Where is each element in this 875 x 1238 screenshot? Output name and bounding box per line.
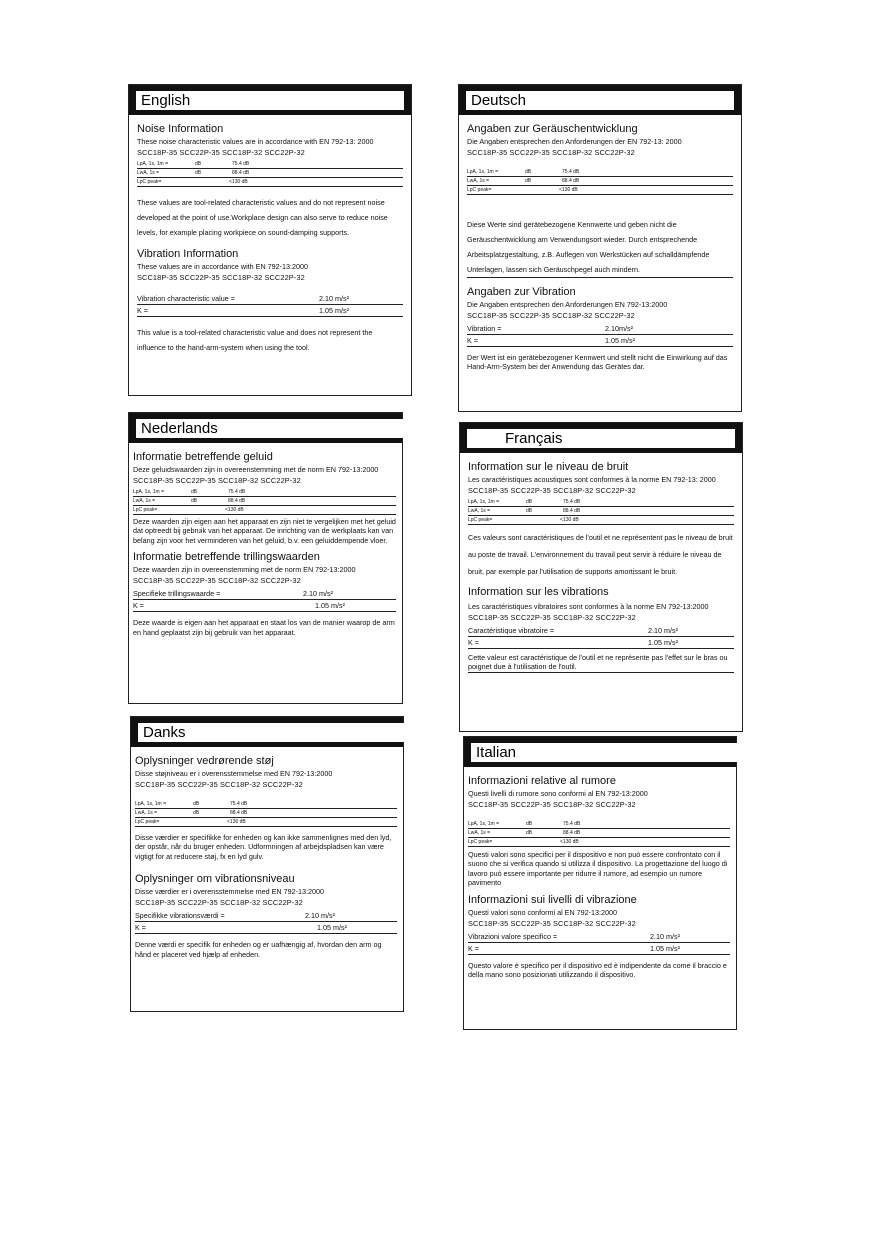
english-lpc-row: LpC peak= <130 dB [137,178,403,187]
english-panel [128,84,412,396]
italian-vib-row: Vibrazioni valore specifico = 2.10 m/s² [468,931,730,943]
deutsch-noise-paragraph: Diese Werte sind gerätebezogene Kennwerte und geben nicht die Geräuschentwicklung am Verwendungsort wieder. Durch entsprechende Arbeitsplatzgestaltung, z.B. Auflegen von Werkstücken auf schalldämpfende Unterlagen, lassen sich Geräuschpegel auch mindern. [467,217,733,278]
francais-models: SCC18P-35 SCC22P-35 SCC18P-32 SCC22P-32 [468,486,636,495]
danks-lwa-row: LwA, 1s = dB 88.4 dB [135,809,397,818]
nederlands-vib-intro: Deze waarden zijn in overeenstemming met de norm EN 792-13:2000 [133,565,356,575]
francais-k-row: K = 1.05 m/s² [468,637,734,649]
italian-vib-models: SCC18P-35 SCC22P-35 SCC18P-32 SCC22P-32 [468,918,636,928]
francais-panel [459,422,743,732]
italian-noise-paragraph: Questi valori sono specifici per il dispositivo e non può essere confrontato con il suono che si verifica quando si utilizza il dispositivo. La progettazione del luogo di lavoro può essere importante per ridurre il rumore, ad esempio un rumore pavimento [468,850,728,888]
italian-noise-intro: Questi livelli di rumore sono conformi al EN 792-13:2000 [468,789,648,798]
deutsch-noise-heading: Angaben zur Geräuschentwicklung [467,123,638,135]
deutsch-vib-paragraph: Der Wert ist ein gerätebezogener Kennwert und stellt nicht die Einwirkung auf das Hand-Arm-System bei der Anwendung das Gerätes dar. [467,353,728,372]
italian-noise-heading: Informazioni relative al rumore [468,775,616,787]
danks-title: Danks [138,723,406,742]
english-vib-intro: These values are in accordance with EN 792-13:2000 [137,262,309,271]
english-vib-heading: Vibration Information [137,248,239,260]
francais-vib-row: Caractéristique vibratoire = 2.10 m/s² [468,625,734,637]
italian-vib-paragraph: Questo valore è specifico per il dispositivo ed è indipendente da come il braccio e della mano sono posizionati utilizzando il dispositivo. [468,960,727,980]
nederlands-lpc-row: LpC peak= <130 dB [133,506,396,515]
italian-title: Italian [471,743,739,762]
danks-lpc-row: LpC peak= <130 dB [135,818,397,827]
deutsch-noise-intro: Die Angaben entsprechen den Anforderungen der EN 792-13: 2000 [467,137,682,146]
italian-panel [463,736,737,1030]
danks-vib-paragraph: Denne værdi er specifik for enheden og er uafhængig af, hvordan den arm og hånd er placeret ved hjælp af enheden. [135,940,382,959]
nederlands-noise-paragraph: Deze waarden zijn eigen aan het apparaat en zijn niet te vergelijken met het geluid dat optreedt bij gebruik van het apparaat. De inrichting van de werkplaats kan van belang zijn voor het verminderen van het geluid, b.v. een geluiddempende vloer. [133,517,396,545]
danks-noise-intro: Disse støjniveau er i overensstemmelse med EN 792-13:2000 [135,769,333,778]
danks-vib-models: SCC18P-35 SCC22P-35 SCC18P-32 SCC22P-32 [135,898,303,908]
nederlands-noise-intro: Deze geluidswaarden zijn in overeenstemming met de norm EN 792-13:2000 [133,465,379,474]
deutsch-vib-intro: Die Angaben entsprechen den Anforderungen EN 792-13:2000 [467,300,668,309]
nederlands-panel [128,412,403,704]
danks-vib-heading: Oplysninger om vibrationsniveau [135,873,295,886]
english-header [129,85,411,115]
francais-noise-intro: Les caractéristiques acoustiques sont conformes à la norme EN 792-13: 2000 [468,475,716,484]
italian-vib-intro: Questi valori sono conformi al EN 792-13:2000 [468,907,618,917]
deutsch-lwa-row: LwA, 1s = dB 88.4 dB [467,177,733,186]
nederlands-header [129,413,402,443]
nederlands-lpa-row: LpA, 1s, 1m = dB 75.4 dB [133,488,396,497]
danks-lpa-row: LpA, 1s, 1m = dB 75.4 dB [135,800,397,809]
danks-noise-heading: Oplysninger vedrørende støj [135,755,274,767]
english-noise-heading: Noise Information [137,123,224,135]
francais-noise-paragraph: Ces valeurs sont caractéristiques de l'outil et ne représentent pas le niveau de bruit au poste de travail. L'environnement du travail peut servir à réduire le niveau de bruit, par exemple par l'utilisation de supports amortissant le bruit. [468,533,733,576]
nederlands-vib-row: Specifieke trillingswaarde = 2.10 m/s² [133,588,396,600]
danks-panel [130,716,404,1012]
english-k-row: K = 1.05 m/s² [137,305,403,317]
danks-noise-paragraph: Disse værdier er specifikke for enheden og kan ikke sammenlignes med den lyd, der opstår, når du bruger enheden. Udformningen af arbejdspladsen kan være vigtigt for at reducere støj, fx en lyd gulv. [135,833,392,861]
danks-k-row: K = 1.05 m/s² [135,922,397,934]
francais-header [460,423,742,453]
english-noise-paragraph: These values are tool-related characteristic values and do not represent noise developed at the point of use.Workplace design can also serve to reduce noise levels, for example placing workpiece on sound-damping supports. [137,198,388,237]
italian-header [464,737,736,767]
francais-vib-paragraph: Cette valeur est caractéristique de l'outil et ne représente pas l'effet sur le bras ou poignet due à l'utilisation de l'outil. [468,653,734,673]
deutsch-models: SCC18P-35 SCC22P-35 SCC18P-32 SCC22P-32 [467,148,635,157]
english-vib-row: Vibration characteristic value = 2.10 m/s² [137,293,403,305]
nederlands-models: SCC18P-35 SCC22P-35 SCC18P-32 SCC22P-32 [133,476,301,485]
deutsch-vib-heading: Angaben zur Vibration [467,286,576,298]
deutsch-title: Deutsch [466,91,734,110]
english-vib-models: SCC18P-35 SCC22P-35 SCC18P-32 SCC22P-32 [137,273,305,282]
italian-lpc-row: LpC peak= <130 dB [468,838,730,847]
danks-vib-intro: Disse værdier er i overensstemmelse med EN 792-13:2000 [135,887,324,897]
italian-models: SCC18P-35 SCC22P-35 SCC18P-32 SCC22P-32 [468,800,636,809]
english-noise-intro: These noise characteristic values are in accordance with EN 792-13: 2000 [137,137,374,146]
nederlands-title: Nederlands [136,419,404,438]
italian-lpa-row: LpA, 1s, 1m = dB 75.4 dB [468,820,730,829]
francais-noise-heading: Information sur le niveau de bruit [468,461,629,473]
francais-vib-heading: Information sur les vibrations [468,586,609,598]
deutsch-header [459,85,741,115]
nederlands-vib-heading: Informatie betreffende trillingswaarden [133,551,320,564]
francais-lpa-row: LpA, 1s, 1m = dB 75.4 dB [468,498,734,507]
francais-vib-intro: Les caractéristiques vibratoires sont conformes à la norme EN 792-13:2000 [468,602,709,611]
francais-lpc-row: LpC peak= <130 dB [468,516,734,525]
english-vib-paragraph: This value is a tool-related characteristic value and does not represent the influence to the hand-arm-system when using the tool. [137,328,373,352]
francais-lwa-row: LwA, 1s = dB 88.4 dB [468,507,734,516]
nederlands-vib-models: SCC18P-35 SCC22P-35 SCC18P-32 SCC22P-32 [133,576,301,586]
danks-models: SCC18P-35 SCC22P-35 SCC18P-32 SCC22P-32 [135,780,303,789]
deutsch-vib-row: Vibration = 2.10m/s² [467,323,733,335]
danks-vib-row: Specifikke vibrationsværdi = 2.10 m/s² [135,910,397,922]
nederlands-lwa-row: LwA, 1s = dB 88.4 dB [133,497,396,506]
deutsch-vib-models: SCC18P-35 SCC22P-35 SCC18P-32 SCC22P-32 [467,311,635,320]
francais-vib-models: SCC18P-35 SCC22P-35 SCC18P-32 SCC22P-32 [468,613,636,622]
english-lwa-row: LwA, 1s = dB 88.4 dB [137,169,403,178]
italian-k-row: K = 1.05 m/s² [468,943,730,955]
nederlands-vib-paragraph: Deze waarde is eigen aan het apparaat en staat los van de manier waarop de arm en hand geplaatst zijn bij gebruik van het apparaat. [133,618,395,637]
english-lpa-row: LpA, 1s, 1m = dB 75.4 dB [137,160,403,169]
italian-lwa-row: LwA, 1s = dB 88.4 dB [468,829,730,838]
italian-vib-heading: Informazioni sui livelli di vibrazione [468,893,637,906]
deutsch-lpa-row: LpA, 1s, 1m = dB 75.4 dB [467,168,733,177]
english-models: SCC18P-35 SCC22P-35 SCC18P-32 SCC22P-32 [137,148,305,157]
nederlands-noise-heading: Informatie betreffende geluid [133,451,273,463]
danks-header [131,717,403,747]
deutsch-lpc-row: LpC peak= <130 dB [467,186,733,195]
english-title: English [136,91,404,110]
deutsch-k-row: K = 1.05 m/s² [467,335,733,347]
deutsch-panel [458,84,742,412]
francais-title: Français [467,429,735,448]
nederlands-k-row: K = 1.05 m/s² [133,600,396,612]
